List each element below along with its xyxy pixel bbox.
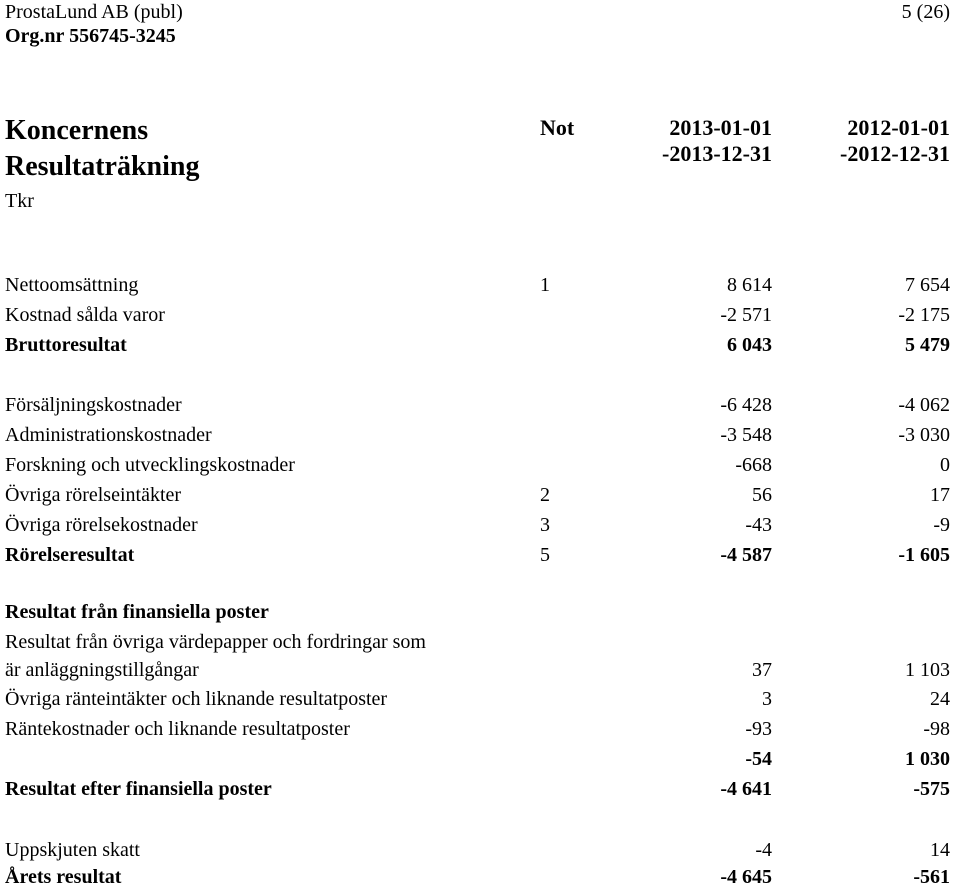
column-header-not: Not (540, 115, 575, 140)
row-label: Administrationskostnader (5, 424, 212, 446)
statement-row-subtotal (0, 774, 960, 804)
row-label: Uppskjuten skatt (5, 839, 140, 861)
row-value-2012: 1 030 (905, 748, 950, 770)
row-value-2013: 37 (752, 659, 772, 681)
row-value-2013: 6 043 (727, 334, 772, 356)
statement-row (0, 714, 960, 744)
unit-label: Tkr (5, 190, 34, 212)
row-value-2013: -43 (745, 514, 772, 536)
row-value-2012: -9 (933, 514, 950, 536)
row-label: Nettoomsättning (5, 274, 139, 296)
section-heading (0, 597, 960, 627)
statement-row (0, 835, 960, 865)
row-value-2013: 3 (762, 688, 772, 710)
row-value-2013: -93 (745, 718, 772, 740)
row-label: Årets resultat (5, 866, 122, 888)
row-label: Resultat från övriga värdepapper och fordringar som (5, 631, 426, 653)
statement-row-subtotal (0, 330, 960, 360)
row-label: Resultat efter finansiella poster (5, 778, 272, 800)
statement-row-subtotal (0, 744, 960, 774)
column-header-2012-start: 2012-01-01 (847, 115, 950, 140)
statement-row (0, 300, 960, 330)
row-label: Rörelseresultat (5, 544, 135, 566)
row-value-2013: -54 (745, 748, 772, 770)
statement-title-line1: Koncernens (5, 115, 149, 146)
row-value-2013: -4 645 (720, 866, 772, 888)
statement-row (0, 390, 960, 420)
row-value-2012: 5 479 (905, 334, 950, 356)
org-number: Org.nr 556745-3245 (5, 25, 176, 47)
statement-row (0, 450, 960, 480)
page-number: 5 (26) (901, 1, 950, 23)
column-header-2013-end: -2013-12-31 (662, 141, 772, 166)
row-value-2012: -1 605 (898, 544, 950, 566)
row-value-2012: 14 (930, 839, 950, 861)
row-value-2012: -575 (913, 778, 950, 800)
statement-row (0, 655, 960, 685)
row-label: Övriga rörelseintäkter (5, 484, 182, 506)
row-value-2013: 8 614 (727, 274, 772, 296)
row-value-2012: -561 (913, 866, 950, 888)
row-value-2013: -668 (735, 454, 772, 476)
statement-row (0, 480, 960, 510)
column-header-2013-start: 2013-01-01 (669, 115, 772, 140)
row-label: är anläggningstillgångar (5, 659, 199, 681)
statement-row (0, 684, 960, 714)
statement-row (0, 627, 960, 657)
row-value-2012: 7 654 (905, 274, 950, 296)
row-note: 2 (540, 484, 550, 506)
row-value-2013: -4 587 (720, 544, 772, 566)
company-name: ProstaLund AB (publ) (5, 1, 183, 23)
row-value-2013: -3 548 (720, 424, 772, 446)
row-value-2013: -6 428 (720, 394, 772, 416)
row-label: Bruttoresultat (5, 334, 127, 356)
row-label: Kostnad sålda varor (5, 304, 165, 326)
row-value-2012: -3 030 (898, 424, 950, 446)
row-value-2013: -2 571 (720, 304, 772, 326)
row-note: 5 (540, 544, 550, 566)
row-value-2012: 1 103 (905, 659, 950, 681)
row-value-2013: -4 (755, 839, 772, 861)
statement-row (0, 510, 960, 540)
row-value-2012: -98 (923, 718, 950, 740)
row-note: 3 (540, 514, 550, 536)
row-label: Försäljningskostnader (5, 394, 182, 416)
row-value-2012: 17 (930, 484, 950, 506)
statement-title-line2: Resultaträkning (5, 151, 200, 182)
row-label: Övriga rörelsekostnader (5, 514, 198, 536)
row-label: Resultat från finansiella poster (5, 601, 269, 623)
row-label: Forskning och utvecklingskostnader (5, 454, 295, 476)
row-note: 1 (540, 274, 550, 296)
column-header-2012-end: -2012-12-31 (840, 141, 950, 166)
row-value-2012: -4 062 (898, 394, 950, 416)
row-label: Räntekostnader och liknande resultatposter (5, 718, 350, 740)
row-value-2013: -4 641 (720, 778, 772, 800)
row-value-2013: 56 (752, 484, 772, 506)
statement-row-subtotal (0, 540, 960, 570)
row-value-2012: 0 (940, 454, 950, 476)
row-value-2012: 24 (930, 688, 950, 710)
statement-row (0, 420, 960, 450)
row-value-2012: -2 175 (898, 304, 950, 326)
row-label: Övriga ränteintäkter och liknande resultatposter (5, 688, 388, 710)
statement-row (0, 270, 960, 300)
